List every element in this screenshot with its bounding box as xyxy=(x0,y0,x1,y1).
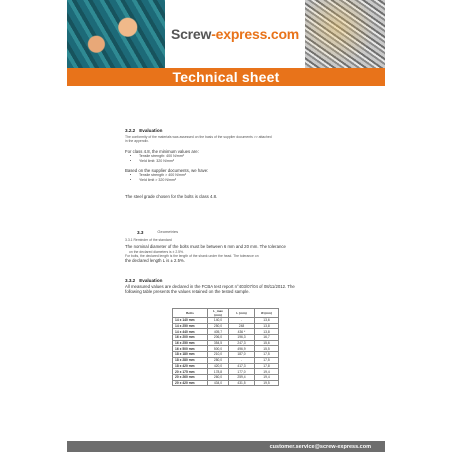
table-cell: 16 x 500 mm xyxy=(173,346,208,352)
table-cell: 19,5 xyxy=(255,380,279,386)
table-cell: 496,9 xyxy=(229,346,255,352)
table-cell: 20 x 175 mm xyxy=(173,369,208,375)
table-cell: 247,3 xyxy=(229,340,255,346)
table-cell: 178,8 xyxy=(208,369,229,375)
intro-line-1: The conformity of the materials was assessed on the basis of the supplier documents >> attached xyxy=(125,135,272,139)
conclusion-line: The steel grade chosen for the bolts is class 4.8. xyxy=(125,193,218,199)
class-line: For class 4.8, the minimum values are: xyxy=(125,148,199,154)
table-cell: 13,8 xyxy=(255,329,279,335)
intro-line-2: in the appendix. xyxy=(125,139,149,144)
table-cell: 16,7 xyxy=(255,335,279,341)
table-cell: 17,5 xyxy=(255,352,279,358)
section-number: 3.3.2 xyxy=(125,278,136,283)
measurements-table xyxy=(172,308,279,386)
column-header: L (mm) xyxy=(229,309,255,318)
table-cell: 206,0 xyxy=(208,335,229,341)
eval2-line-1: All measured values are declared in the FCBA test report n°403/07/04 of 08/11/2012. The xyxy=(125,284,295,289)
table-cell: 16 x 250 mm xyxy=(173,340,208,346)
table-cell: 354,5 xyxy=(208,340,229,346)
table-cell: 196,3 xyxy=(229,335,255,341)
section-heading xyxy=(125,278,315,283)
geometries-section xyxy=(125,230,315,264)
table-body xyxy=(173,318,279,386)
table-cell: 18 x 280 mm xyxy=(173,357,208,363)
table-header-row xyxy=(173,309,279,318)
table-cell: 500,0 xyxy=(208,346,229,352)
page-title: Technical sheet xyxy=(172,69,280,85)
table-cell: 434,0 xyxy=(208,380,229,386)
table-cell: 20 x 420 mm xyxy=(173,380,208,386)
table-cell: 13,8 xyxy=(255,323,279,329)
section-title: Evaluation xyxy=(139,278,163,283)
list-item: • Yield limit: 320 N/mm² xyxy=(139,159,315,164)
logo-text-domain: -express.com xyxy=(211,26,300,42)
table-cell: - xyxy=(229,318,255,324)
table-cell: 280,0 xyxy=(208,357,229,363)
table-cell: 140,0 xyxy=(208,318,229,324)
geo-line-3: For bolts, the declared length is the length of the shank under the head. The tolerance on xyxy=(125,254,259,259)
contact-email: customer.service@screw-express.com xyxy=(269,443,371,450)
table-cell: 18 x 180 mm xyxy=(173,352,208,358)
section-heading xyxy=(125,128,315,133)
geo-line-1: The nominal diameter of the bolts must be between 6 mm and 20 mm. The tolerance xyxy=(125,244,286,250)
geo-line-2: on the declared diameters is ± 2.5%. xyxy=(129,249,185,254)
table-row xyxy=(173,380,279,386)
logo-text-main: Screw xyxy=(170,26,212,42)
table-cell: 210,0 xyxy=(208,352,229,358)
evaluation-section xyxy=(125,128,315,199)
table-cell: 436 * xyxy=(229,329,255,335)
section-title: Geometries xyxy=(157,229,179,234)
table-cell: 248 xyxy=(229,323,255,329)
column-header: Bolts xyxy=(173,309,208,318)
table-cell: 417,3 xyxy=(229,363,255,369)
evaluation2-section xyxy=(125,278,315,294)
table-cell: 15,5 xyxy=(255,346,279,352)
footer-bar xyxy=(67,441,385,452)
geo-line-4: the declared length L is ± 2.5%. xyxy=(125,258,186,264)
list-item: • Tensile strength > 400 N/mm² xyxy=(139,173,315,178)
table-cell: 13,6 xyxy=(255,318,279,324)
company-logo xyxy=(165,0,305,68)
list-item: • Tensile strength: 400 N/mm² xyxy=(139,154,315,159)
table-cell: 20 x 260 mm xyxy=(173,374,208,380)
section-title: Evaluation xyxy=(139,128,163,133)
header-banner xyxy=(67,0,385,86)
table-cell: 19,4 xyxy=(255,374,279,380)
table-cell: 177,0 xyxy=(229,369,255,375)
table-cell: 14 x 440 mm xyxy=(173,329,208,335)
title-band xyxy=(67,68,385,86)
section-heading xyxy=(125,230,315,235)
table-cell: 17,5 xyxy=(255,357,279,363)
screws-photo xyxy=(305,0,385,68)
table-cell: 187,0 xyxy=(229,352,255,358)
eval2-line-2: following table presents the values retained on the tested sample. xyxy=(125,289,250,295)
column-header: L_max (mm) xyxy=(208,309,229,318)
supplier-values-list xyxy=(125,173,315,182)
min-values-list xyxy=(125,154,315,163)
table-cell: 14 x 250 mm xyxy=(173,323,208,329)
supplier-line: Based on the supplier documents, we have: xyxy=(125,168,209,174)
table-cell: 19,4 xyxy=(255,369,279,375)
section-number: 3.3 xyxy=(137,230,144,235)
table-cell: 18 x 420 mm xyxy=(173,363,208,369)
table-cell: 15,6 xyxy=(255,340,279,346)
subsection-title: 3.3.1 Reminder of the standard xyxy=(125,238,172,242)
table-cell: 17,8 xyxy=(255,363,279,369)
column-header: Ø (mm) xyxy=(255,309,279,318)
table-cell: - xyxy=(229,357,255,363)
table-cell: 405,7 xyxy=(208,329,229,335)
table-cell: 431,5 xyxy=(229,380,255,386)
workshop-photo xyxy=(67,0,165,68)
table-cell: 259,4 xyxy=(229,374,255,380)
table-cell: 16 x 200 mm xyxy=(173,335,208,341)
table-cell: 260,0 xyxy=(208,374,229,380)
table-cell: 420,0 xyxy=(208,363,229,369)
section-number: 3.2.2 xyxy=(125,128,136,133)
list-item: • Yield limit > 320 N/mm² xyxy=(139,178,315,183)
table-cell: 14 x 140 mm xyxy=(173,318,208,324)
table-cell: 250,0 xyxy=(208,323,229,329)
